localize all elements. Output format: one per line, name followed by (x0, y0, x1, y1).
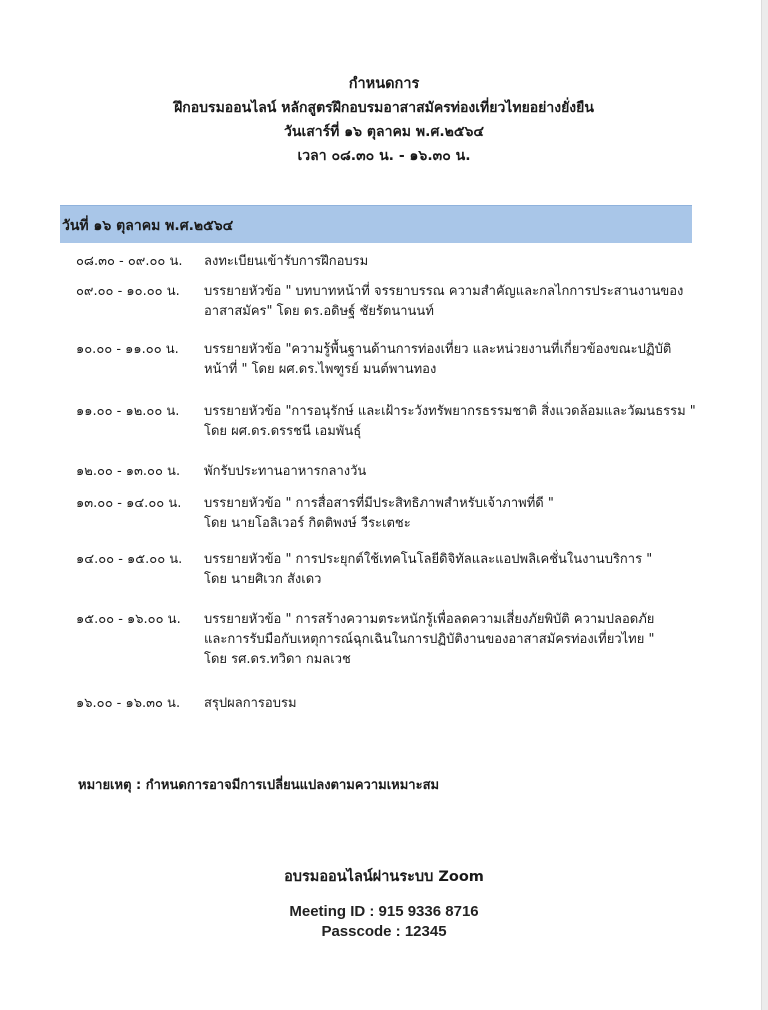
description-line: หน้าที่ " โดย ผศ.ดร.ไพฑูรย์ มนต์พานทอง (204, 362, 437, 377)
description-line: โดย ผศ.ดร.ดรรชนี เอมพันธุ์ (204, 424, 362, 439)
description-line: โดย นายศิเวก สังเดว (204, 572, 322, 587)
description-line: โดย รศ.ดร.ทวิดา กมลเวช (204, 652, 351, 667)
description-line: บรรยายหัวข้อ " บทบาทหน้าที่ จรรยาบรรณ ความสำคัญและกลไกการประสานงานของ (204, 284, 684, 299)
schedule-description (204, 550, 694, 590)
description-line: อาสาสมัคร" โดย ดร.อดิษฐ์ ชัยรัตนานนท์ (204, 304, 434, 319)
schedule-time: ๑๓.๐๐ - ๑๔.๐๐ น. (76, 496, 182, 511)
schedule-description (204, 282, 694, 322)
schedule-time: ๑๖.๐๐ - ๑๖.๓๐ น. (76, 696, 181, 711)
description-line: บรรยายหัวข้อ " การสร้างความตระหนักรู้เพื่อลดความเสี่ยงภัยพิบัติ ความปลอดภัย (204, 612, 655, 627)
schedule-time: ๑๕.๐๐ - ๑๖.๐๐ น. (76, 612, 181, 627)
zoom-info (0, 866, 768, 942)
schedule-description (204, 694, 694, 714)
description-line: บรรยายหัวข้อ "การอนุรักษ์ และเฝ้าระวังทรัพยากรธรรมชาติ สิ่งแวดล้อมและวัฒนธรรม " (204, 404, 696, 419)
description-line: โดย นายโอลิเวอร์ กิตติพงษ์ วีระเตชะ (204, 516, 411, 531)
schedule-description (204, 340, 694, 380)
schedule-description (204, 494, 694, 534)
description-line: บรรยายหัวข้อ " การสื่อสารที่มีประสิทธิภาพสำหรับเจ้าภาพที่ดี " (204, 496, 554, 511)
schedule-description (204, 462, 694, 482)
description-line: พักรับประทานอาหารกลางวัน (204, 464, 367, 479)
course-subtitle: ฝึกอบรมออนไลน์ หลักสูตรฝึกอบรมอาสาสมัครท่องเที่ยวไทยอย่างยั่งยืน (174, 100, 594, 116)
schedule-time: ๑๐.๐๐ - ๑๑.๐๐ น. (76, 342, 179, 357)
schedule-time: ๐๘.๓๐ - ๐๙.๐๐ น. (76, 254, 183, 269)
event-date: วันเสาร์ที่ ๑๖ ตุลาคม พ.ศ.๒๕๖๔ (284, 124, 484, 140)
zoom-title: อบรมออนไลน์ผ่านระบบ Zoom (284, 869, 484, 885)
page-title: กำหนดการ (348, 76, 420, 92)
description-line: ลงทะเบียนเข้ารับการฝึกอบรม (204, 254, 369, 269)
schedule-description (204, 610, 694, 670)
schedule-description (204, 402, 694, 442)
description-line: บรรยายหัวข้อ " การประยุกต์ใช้เทคโนโลยีดิจิทัลและแอปพลิเคชั่นในงานบริการ " (204, 552, 653, 567)
zoom-meeting-id: Meeting ID : 915 9336 8716 (289, 903, 479, 920)
description-line: และการรับมือกับเหตุการณ์ฉุกเฉินในการปฏิบัติงานของอาสาสมัครท่องเที่ยวไทย " (204, 632, 655, 647)
event-time: เวลา ๐๘.๓๐ น. - ๑๖.๓๐ น. (297, 148, 471, 164)
zoom-passcode: Passcode : 12345 (321, 923, 447, 940)
schedule-description (204, 252, 694, 272)
day-header-bar: วันที่ ๑๖ ตุลาคม พ.ศ.๒๕๖๔ (60, 205, 692, 243)
schedule-time: ๑๑.๐๐ - ๑๒.๐๐ น. (76, 404, 180, 419)
schedule-time: ๑๔.๐๐ - ๑๕.๐๐ น. (76, 552, 183, 567)
schedule-time: ๑๒.๐๐ - ๑๓.๐๐ น. (76, 464, 181, 479)
schedule-time: ๐๙.๐๐ - ๑๐.๐๐ น. (76, 284, 180, 299)
schedule-note: หมายเหตุ : กำหนดการอาจมีการเปลี่ยนแปลงตามความเหมาะสม (78, 778, 440, 793)
description-line: บรรยายหัวข้อ "ความรู้พื้นฐานด้านการท่องเที่ยว และหน่วยงานที่เกี่ยวข้องขณะปฏิบัติ (204, 342, 672, 357)
document-header (0, 72, 768, 168)
description-line: สรุปผลการอบรม (204, 696, 297, 711)
